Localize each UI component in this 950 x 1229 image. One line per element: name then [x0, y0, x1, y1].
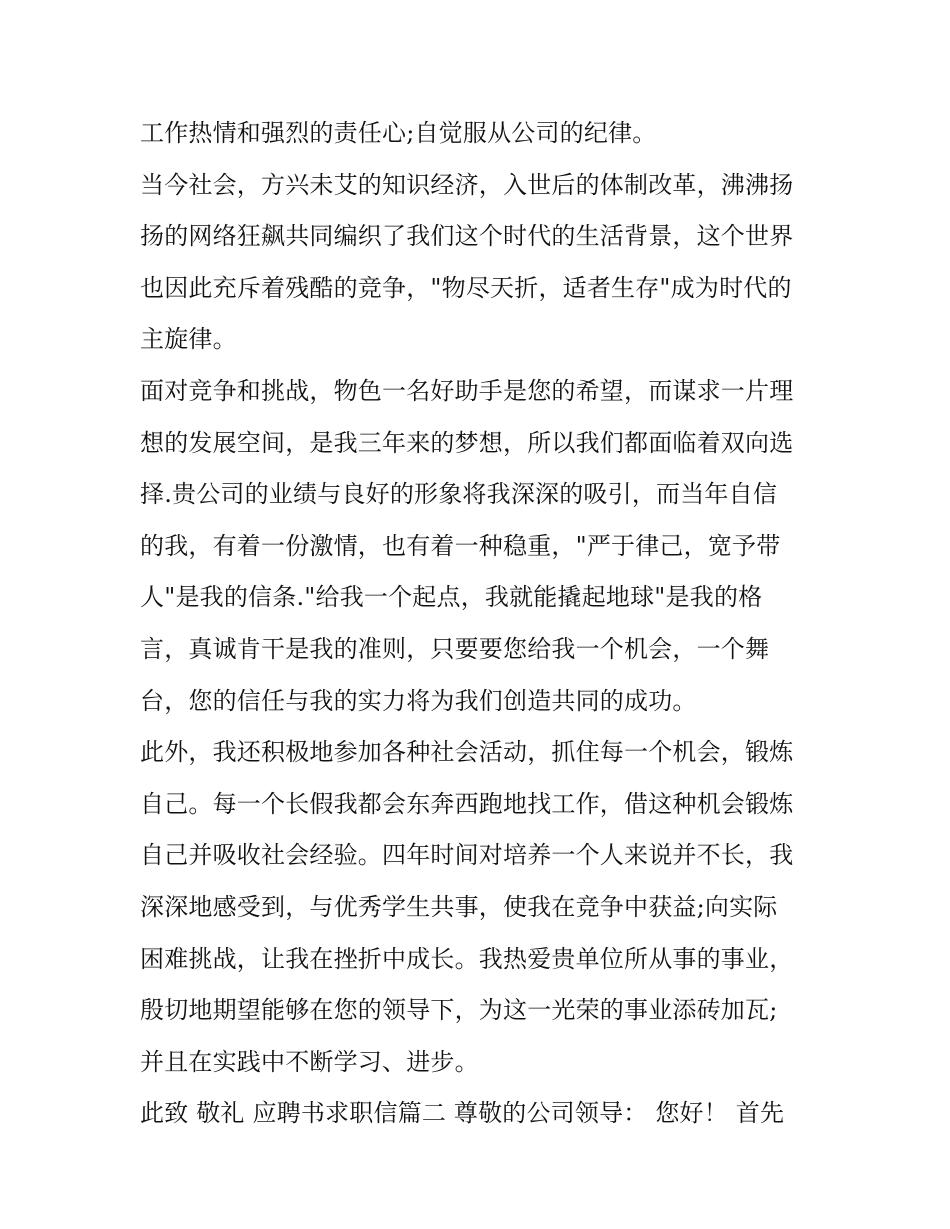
text-line: 扬的网络狂飙共同编织了我们这个时代的生活背景，这个世界 [140, 222, 794, 251]
text-line: 人"是我的信条."给我一个起点，我就能撬起地球"是我的格 [140, 583, 763, 612]
document-body [140, 108, 820, 1140]
text-line: 择.贵公司的业绩与良好的形象将我深深的吸引，而当年自信 [140, 480, 778, 509]
text-line: 言，真诚肯干是我的准则，只要要您给我一个机会，一个舞 [140, 634, 770, 663]
text-line: 台，您的信任与我的实力将为我们创造共同的成功。 [140, 686, 697, 715]
text-line: 也因此充斥着残酷的竞争，"物尽天折，适者生存"成为时代的 [140, 273, 792, 302]
text-line: 想的发展空间，是我三年来的梦想，所以我们都面临着双向选 [140, 428, 794, 457]
text-line: 并且在实践中不断学习、进步。 [140, 1047, 479, 1076]
text-line: 自己并吸收社会经验。四年时间对培养一个人来说并不长，我 [140, 841, 794, 870]
text-line: 的我，有着一份激情，也有着一种稳重，"严于律己，宽予带 [140, 531, 781, 560]
text-line: 当今社会，方兴未艾的知识经济，入世后的体制改革，沸沸扬 [140, 170, 794, 199]
text-line: 工作热情和强烈的责任心;自觉服从公司的纪律。 [140, 119, 657, 147]
text-line: 此外，我还积极地参加各种社会活动，抓住每一个机会，锻炼 [140, 738, 794, 767]
text-line: 面对竞争和挑战，物色一名好助手是您的希望，而谋求一片理 [140, 376, 794, 405]
text-line: 深深地感受到，与优秀学生共事，使我在竞争中获益;向实际 [140, 892, 778, 921]
text-line: 困难挑战，让我在挫折中成长。我热爱贵单位所从事的事业， [140, 944, 794, 973]
text-line: 主旋律。 [140, 325, 237, 354]
text-line: 殷切地期望能够在您的领导下，为这一光荣的事业添砖加瓦; [140, 996, 778, 1025]
text-line: 此致 敬礼 应聘书求职信篇二 尊敬的公司领导： 您好！ 首先 [140, 1099, 785, 1128]
text-line: 自己。每一个长假我都会东奔西跑地找工作，借这种机会锻炼 [140, 789, 794, 818]
